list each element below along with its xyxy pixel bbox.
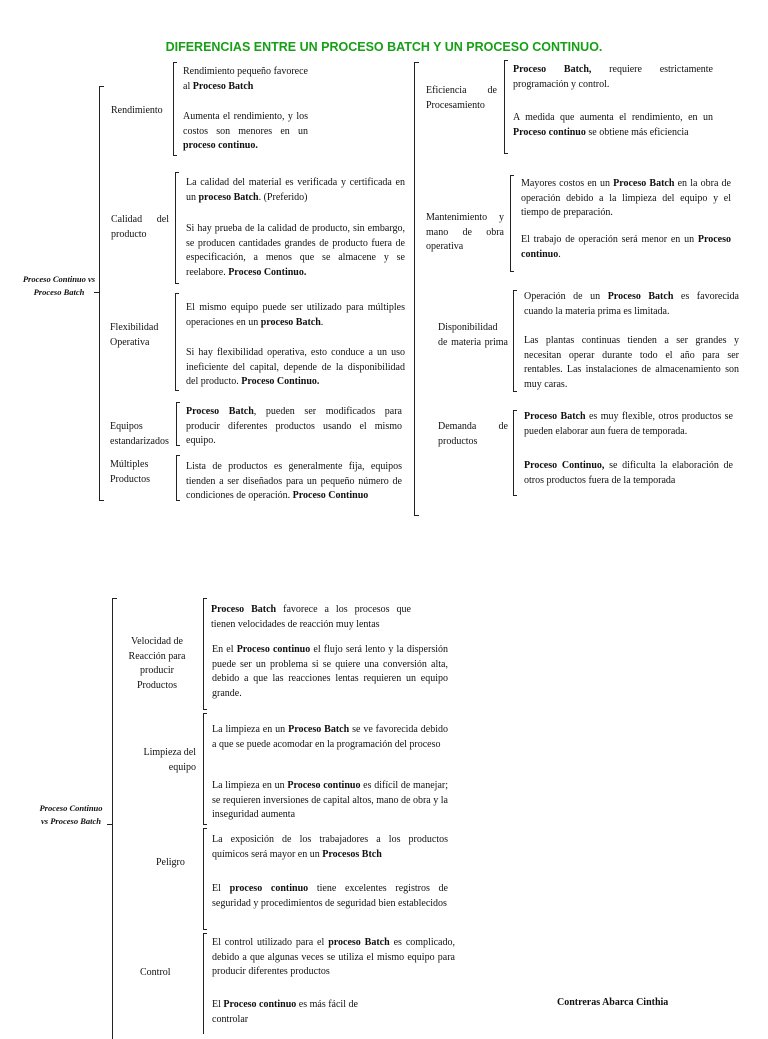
- category-velocidad: Velocidad de Reacción para producir Productos: [128, 636, 186, 691]
- brace-flexibilidad: [175, 293, 179, 391]
- item-demanda-2: Proceso Continuo, se dificulta la elaboración de otros productos fuera de la temporada: [524, 460, 733, 486]
- main-brace-bottom-tick: [107, 824, 112, 825]
- item-peligro-2: El proceso continuo tiene excelentes registros de seguridad y procedimientos de seguridad bien establecidos: [212, 883, 448, 909]
- item-limpieza-1: La limpieza en un Proceso Batch se ve favorecida debido a que se puede acomodar en la programación del proceso: [212, 724, 449, 750]
- item-disponibilidad-1: Operación de un Proceso Batch es favorecida cuando la materia prima es limitada.: [524, 291, 739, 317]
- item-peligro-1: La exposición de los trabajadores a los productos químicos será mayor en un Procesos Btch: [212, 834, 448, 860]
- item-eficiencia-2: A medida que aumenta el rendimiento, en un Proceso continuo se obtiene más eficiencia: [513, 112, 713, 138]
- category-control: Control: [140, 967, 171, 978]
- brace-velocidad: [203, 598, 207, 710]
- item-disponibilidad-2: Las plantas continuas tienden a ser grandes y necesitan operar durante todo el año para ser rentables. Las instalaciones de almacenamiento son muy caras.: [524, 335, 739, 390]
- item-multiples-1: Lista de productos es generalmente fija, equipos tienden a ser diseñados para un pequeño número de condiciones de operación. Proceso Continuo: [186, 461, 402, 502]
- brace-equipos: [176, 402, 180, 446]
- page-title: DIFERENCIAS ENTRE UN PROCESO BATCH Y UN PROCESO CONTINUO.: [165, 40, 603, 54]
- item-velocidad-2: En el Proceso continuo el flujo será lento y la dispersión puede ser un problema si se quiere una conversión alta, debido a que las reacciones lentas requieren un equipo grande.: [212, 644, 448, 699]
- category-calidad: Calidad del producto: [111, 214, 169, 240]
- item-mantenimiento-2: El trabajo de operación será menor en un Proceso continuo.: [521, 234, 731, 260]
- item-eficiencia-1: Proceso Batch, requiere estrictamente programación y control.: [513, 64, 713, 90]
- brace-control: [203, 933, 207, 1034]
- brace-limpieza: [203, 713, 207, 825]
- category-flexibilidad: Flexibilidad Operativa: [110, 322, 159, 348]
- item-flexibilidad-1: El mismo equipo puede ser utilizado para múltiples operaciones en un proceso Batch.: [186, 302, 405, 328]
- item-calidad-2: Si hay prueba de la calidad de producto, sin embargo, se producen cantidades grandes de producto fuera de especificación, a menos que se almacene y se reelabore. Proceso Continuo.: [186, 223, 405, 278]
- brace-multiples: [176, 455, 180, 501]
- category-demanda: Demanda de productos: [438, 421, 508, 447]
- category-peligro: Peligro: [156, 857, 185, 868]
- category-multiples: Múltiples Productos: [110, 459, 150, 485]
- brace-mantenimiento: [510, 175, 514, 272]
- item-flexibilidad-2: Si hay flexibilidad operativa, esto conduce a un uso ineficiente del capital, depende de la disponibilidad del producto. Proceso Continuo.: [186, 347, 405, 388]
- main-brace-tick: [94, 292, 99, 293]
- item-velocidad-1: Proceso Batch favorece a los procesos que tienen velocidades de reacción muy lentas: [211, 604, 411, 630]
- root-label-bottom: Proceso Continuo vs Proceso Batch: [39, 803, 103, 826]
- item-demanda-1: Proceso Batch es muy flexible, otros productos se pueden elaborar aun fuera de temporada.: [524, 411, 733, 437]
- category-rendimiento: Rendimiento: [111, 105, 163, 116]
- brace-disponibilidad: [513, 290, 517, 392]
- item-calidad-1: La calidad del material es verificada y certificada en un proceso Batch. (Preferido): [186, 177, 405, 203]
- category-limpieza: Limpieza del equipo: [143, 747, 196, 773]
- main-brace-right: [414, 62, 419, 516]
- item-control-1: El control utilizado para el proceso Batch es complicado, debido a que algunas veces se utiliza el mismo equipo para producir diferentes productos: [212, 937, 455, 978]
- item-rendimiento-1: Rendimiento pequeño favorece al Proceso Batch: [183, 66, 308, 92]
- brace-rendimiento: [173, 62, 177, 156]
- category-eficiencia: Eficiencia de Procesamiento: [426, 85, 497, 111]
- main-brace-top: [99, 86, 104, 501]
- main-brace-bottom: [112, 598, 117, 1039]
- brace-calidad: [175, 172, 179, 284]
- author-name: Contreras Abarca Cinthia: [557, 997, 669, 1008]
- root-label-top: Proceso Continuo vs Proceso Batch: [22, 274, 96, 297]
- item-equipos-1: Proceso Batch, pueden ser modificados para producir diferentes productos usando el mismo equipo.: [186, 406, 402, 447]
- category-disponibilidad: Disponibilidad de materia prima: [438, 322, 508, 348]
- category-equipos: Equipos estandarizados: [110, 421, 169, 447]
- category-mantenimiento: Mantenimiento y mano de obra operativa: [426, 212, 504, 253]
- item-rendimiento-2: Aumenta el rendimiento, y los costos son menores en un proceso continuo.: [183, 111, 308, 152]
- brace-demanda: [513, 410, 517, 496]
- item-limpieza-2: La limpieza en un Proceso continuo es difícil de manejar; se requieren inversiones de capital altos, mano de obra y la inseguridad aumenta: [212, 780, 449, 821]
- brace-peligro: [203, 828, 207, 930]
- brace-eficiencia: [504, 60, 508, 154]
- item-control-2: El Proceso continuo es más fácil de controlar: [212, 999, 358, 1025]
- item-mantenimiento-1: Mayores costos en un Proceso Batch en la obra de operación debido a la limpieza del equipo y el tiempo de preparación.: [521, 178, 731, 219]
